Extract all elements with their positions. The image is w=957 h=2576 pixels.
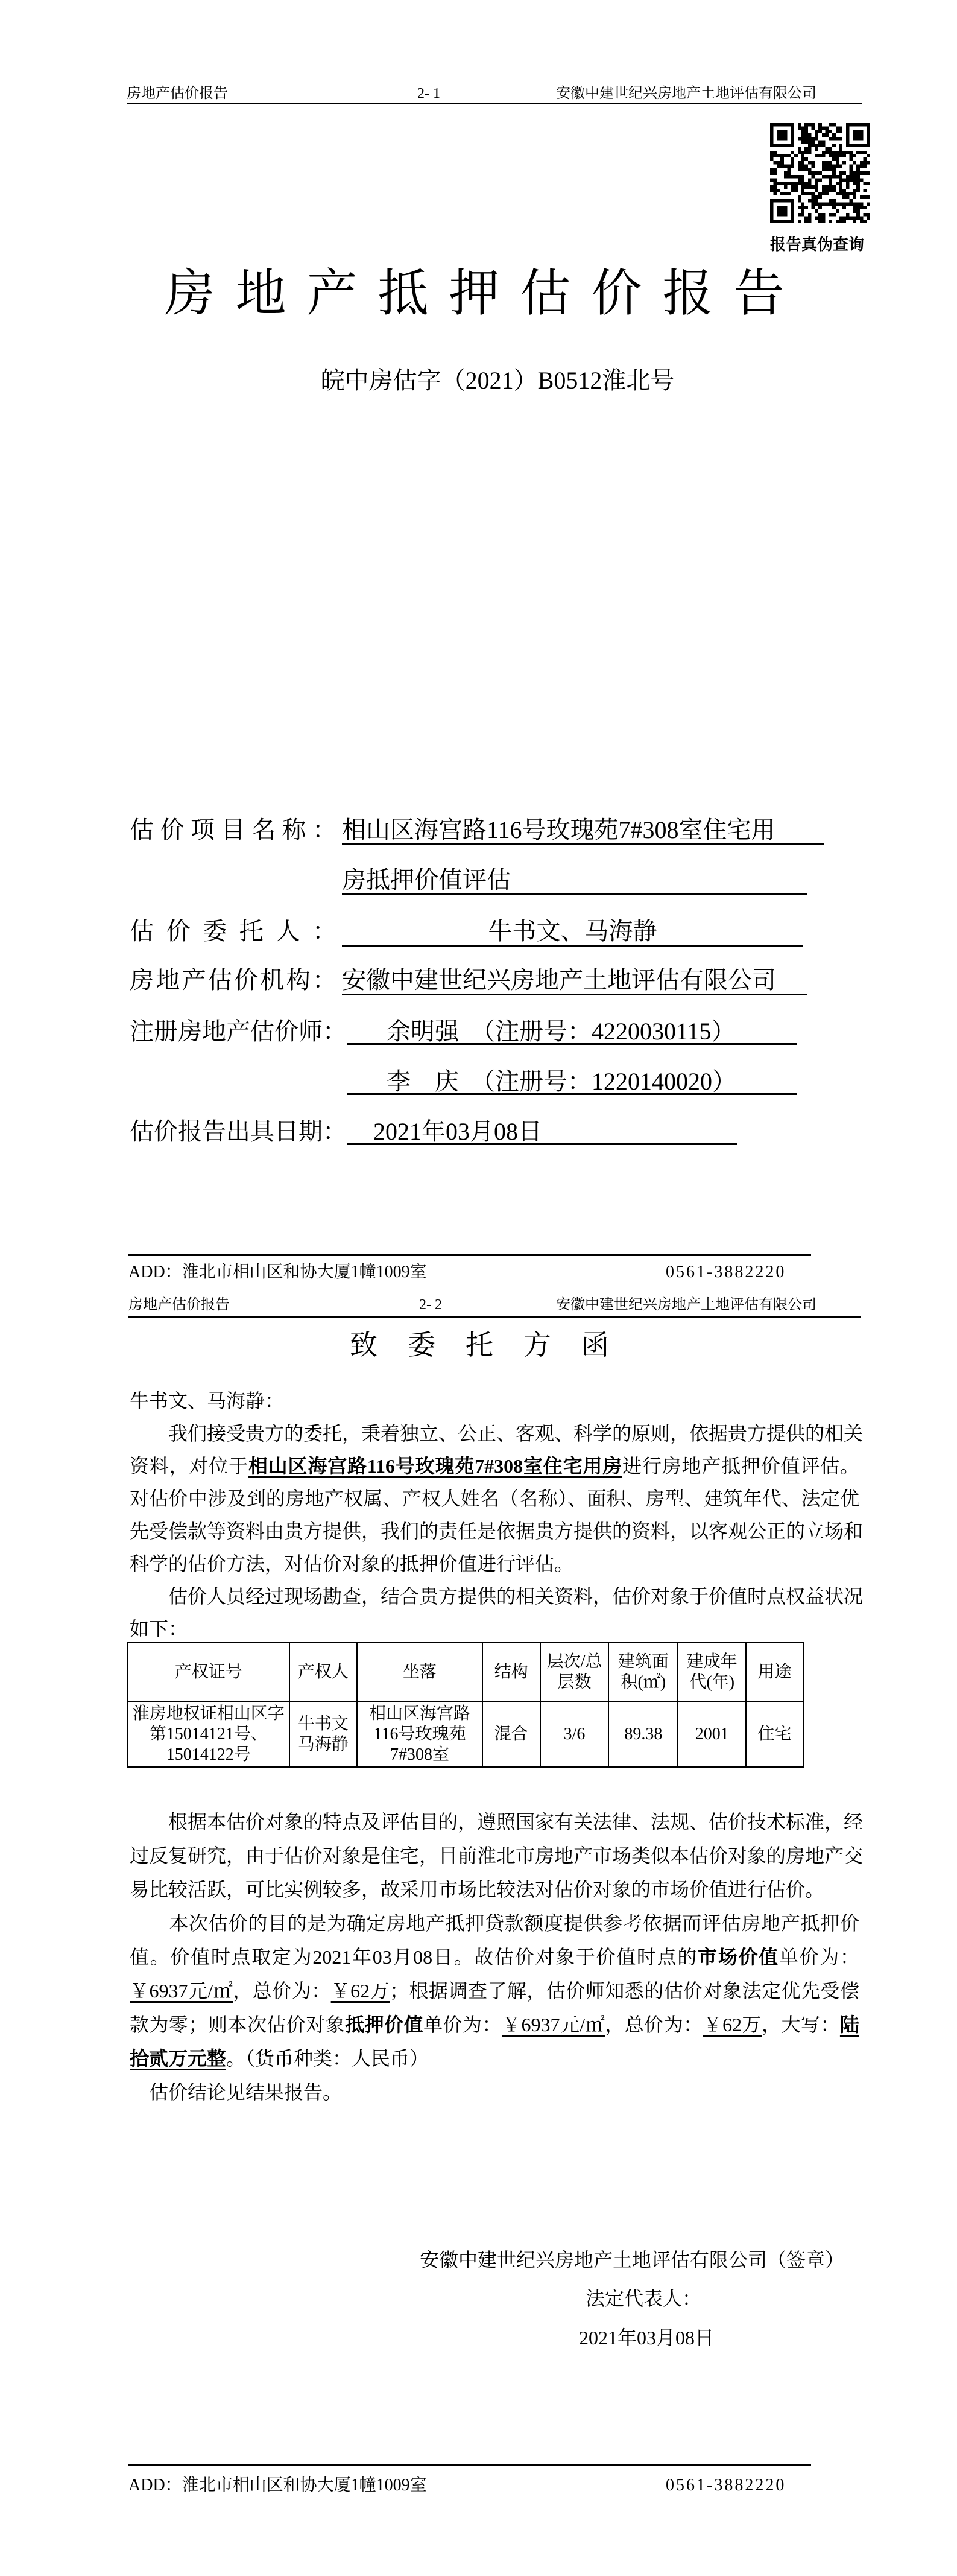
- emphasized-text: 相山区海宫路116号玫瑰苑7#308室住宅用房: [248, 1455, 623, 1477]
- bold-text: 市场价值: [698, 1946, 779, 1968]
- col-header: 建成年代(年): [678, 1642, 746, 1702]
- footer-address: ADD：淮北市相山区和协大厦1幢1009室: [128, 2476, 427, 2495]
- signature-date: 2021年03月08日: [579, 2327, 715, 2349]
- field-agency: [130, 966, 776, 995]
- text-run: 易比较活跃，可比实例较多，故采用市场比较法对估价对象的市场价值进行估价。: [130, 1879, 825, 1900]
- text-run: 单价为：: [423, 2014, 502, 2035]
- salutation: 牛书文、马海静：: [130, 1390, 285, 1412]
- header-rule: [127, 103, 862, 104]
- letter-title: 致委托方函: [350, 1330, 639, 1360]
- paragraph-line: [130, 1805, 864, 1839]
- footer-phone: 0561-3882220: [666, 2476, 786, 2495]
- text-run: 进行房地产抵押价值评估。: [622, 1455, 859, 1477]
- cell-location: 相山区海宫路116号玫瑰苑7#308室: [357, 1702, 482, 1767]
- paragraph-line: [130, 1906, 859, 1940]
- col-header: 建筑面积(㎡): [608, 1642, 678, 1702]
- footer-address: ADD：淮北市相山区和协大厦1幢1009室: [128, 1263, 427, 1281]
- signature-rep-label: 法定代表人：: [586, 2288, 702, 2309]
- col-header: 产权人: [289, 1642, 358, 1702]
- paragraph-line: [130, 1839, 864, 1873]
- text-run: 科学的估价方法，对估价对象的抵押价值进行评估。: [130, 1553, 574, 1575]
- paragraph-line: [130, 1482, 859, 1515]
- footer-phone: 0561-3882220: [666, 1263, 786, 1281]
- text-run: 如下：: [130, 1618, 188, 1640]
- signature-company: 安徽中建世纪兴房地产土地评估有限公司（签章）: [420, 2249, 845, 2271]
- cell-floor: 3/6: [540, 1702, 609, 1767]
- field-value: 余明强 （注册号：4220030115）: [347, 1017, 797, 1045]
- field-label: 房地产估价机构：: [130, 966, 336, 994]
- letter-body-top: [130, 1417, 864, 1645]
- table-header-row: [128, 1642, 803, 1702]
- text-run: 我们接受贵方的委托，秉着独立、公正、客观、科学的原则，依据贵方提供的相关: [130, 1423, 864, 1444]
- field-value: 牛书文、马海静: [342, 917, 803, 947]
- paragraph-line: [130, 1613, 859, 1645]
- col-header: 层次/总层数: [540, 1642, 609, 1702]
- paragraph-line: [130, 1547, 859, 1580]
- paragraph-line: [130, 1940, 859, 1974]
- text-run: 估价人员经过现场勘查，结合贵方提供的相关资料，估价对象于价值时点权益状况: [130, 1585, 864, 1607]
- text-run: 根据本估价对象的特点及评估目的，遵照国家有关法律、法规、估价技术标准，经: [130, 1811, 864, 1833]
- field-appraiser: [130, 1017, 736, 1046]
- text-run: 款为零；则本次估价对象: [130, 2014, 346, 2035]
- col-header: 用途: [746, 1642, 803, 1702]
- field-value: 安徽中建世纪兴房地产土地评估有限公司: [342, 966, 807, 995]
- footer-rule: [128, 1254, 811, 1256]
- field-label: 估价委托人：: [130, 918, 336, 945]
- text-run: 先受偿款等资料由贵方提供，我们的责任是依据贵方提供的资料，以客观公正的立场和: [130, 1520, 864, 1542]
- text-run: 值。价值时点取定为2021年03月08日。故估价对象于价值时点的: [130, 1946, 698, 1968]
- paragraph-line: [130, 1580, 864, 1613]
- text-run: ，总价为：: [233, 1980, 331, 2002]
- footer-rule: [128, 2464, 811, 2466]
- text-run: ；根据调查了解，估价师知悉的估价对象法定优先受偿: [390, 1980, 859, 2002]
- letter-body-bottom: [130, 1805, 864, 2109]
- text-run: ，总价为：: [605, 2014, 703, 2035]
- text-run: 过反复研究，由于估价对象是住宅，目前淮北市房地产市场类似本估价对象的房地产交: [130, 1845, 864, 1867]
- page-header-right: 安徽中建世纪兴房地产土地评估有限公司: [556, 86, 816, 101]
- report-title: 房地产抵押估价报告: [164, 266, 805, 322]
- field-project: [130, 816, 775, 845]
- paragraph-line: [130, 2041, 859, 2075]
- cell-use: 住宅: [746, 1702, 803, 1767]
- report-number: 皖中房估字（2021）B0512淮北号: [320, 367, 675, 394]
- property-table: [127, 1642, 804, 1768]
- text-run: 。（货币种类：人民币）: [226, 2048, 429, 2069]
- field-label: 注册房地产估价师：: [130, 1018, 347, 1045]
- emphasized-text: 拾贰万元整: [130, 2048, 227, 2069]
- text-run: 单价为：: [779, 1946, 859, 1968]
- emphasized-text: ￥62万: [703, 2014, 762, 2035]
- field-value: 相山区海宫路116号玫瑰苑7#308室住宅用: [342, 816, 824, 845]
- cell-cert-no: 淮房地权证相山区字第15014121号、15014122号: [128, 1702, 289, 1767]
- field-label: 估价项目名称：: [130, 816, 336, 843]
- cell-area: 89.38: [608, 1702, 678, 1767]
- page-header-right: 安徽中建世纪兴房地产土地评估有限公司: [556, 1297, 816, 1313]
- cell-structure: 混合: [482, 1702, 540, 1767]
- paragraph-line: [130, 1515, 864, 1547]
- header-rule: [128, 1316, 861, 1318]
- qr-caption: 报告真伪查询: [770, 236, 865, 253]
- paragraph-line: [130, 2075, 859, 2109]
- field-label: 估价报告出具日期：: [130, 1118, 347, 1145]
- paragraph-line: [130, 1974, 859, 2008]
- paragraph-line: [130, 1417, 864, 1450]
- col-header: 结构: [482, 1642, 540, 1702]
- text-run: 估价结论见结果报告。: [130, 2081, 343, 2103]
- paragraph-line: [130, 1450, 859, 1482]
- text-run: ，大写：: [762, 2014, 840, 2035]
- col-header: 产权证号: [128, 1642, 289, 1702]
- cell-owner: 牛书文马海静: [289, 1702, 358, 1767]
- paragraph-line: [130, 2008, 859, 2041]
- table-row: [128, 1702, 803, 1767]
- emphasized-text: ￥6937元/㎡: [130, 1980, 233, 2002]
- field-date: [130, 1117, 542, 1146]
- bold-text: 抵押价值: [345, 2014, 424, 2035]
- paragraph-line: [130, 1873, 859, 1906]
- emphasized-text: ￥62万: [330, 1980, 390, 2002]
- emphasized-text: ￥6937元/㎡: [501, 2014, 605, 2035]
- page-number: 2- 2: [419, 1297, 442, 1313]
- text-run: 本次估价的目的是为确定房地产抵押贷款额度提供参考依据而评估房地产抵押价: [130, 1912, 859, 1934]
- cell-year: 2001: [678, 1702, 746, 1767]
- field-value: 2021年03月08日: [347, 1117, 737, 1145]
- page-header-left: 房地产估价报告: [127, 86, 228, 101]
- qr-code[interactable]: [770, 123, 870, 223]
- text-run: 对估价中涉及到的房地产权属、产权人姓名（名称）、面积、房型、建筑年代、法定优: [130, 1488, 859, 1509]
- field-value: 房抵押价值评估: [342, 866, 807, 895]
- emphasized-text: 陆: [839, 2014, 859, 2035]
- page-header-left: 房地产估价报告: [128, 1297, 230, 1313]
- field-value: 李 庆 （注册号：1220140020）: [347, 1067, 797, 1095]
- field-client: [130, 917, 657, 946]
- col-header: 坐落: [357, 1642, 482, 1702]
- page-number: 2- 1: [417, 86, 440, 101]
- text-run: 资料，对位于: [130, 1455, 248, 1477]
